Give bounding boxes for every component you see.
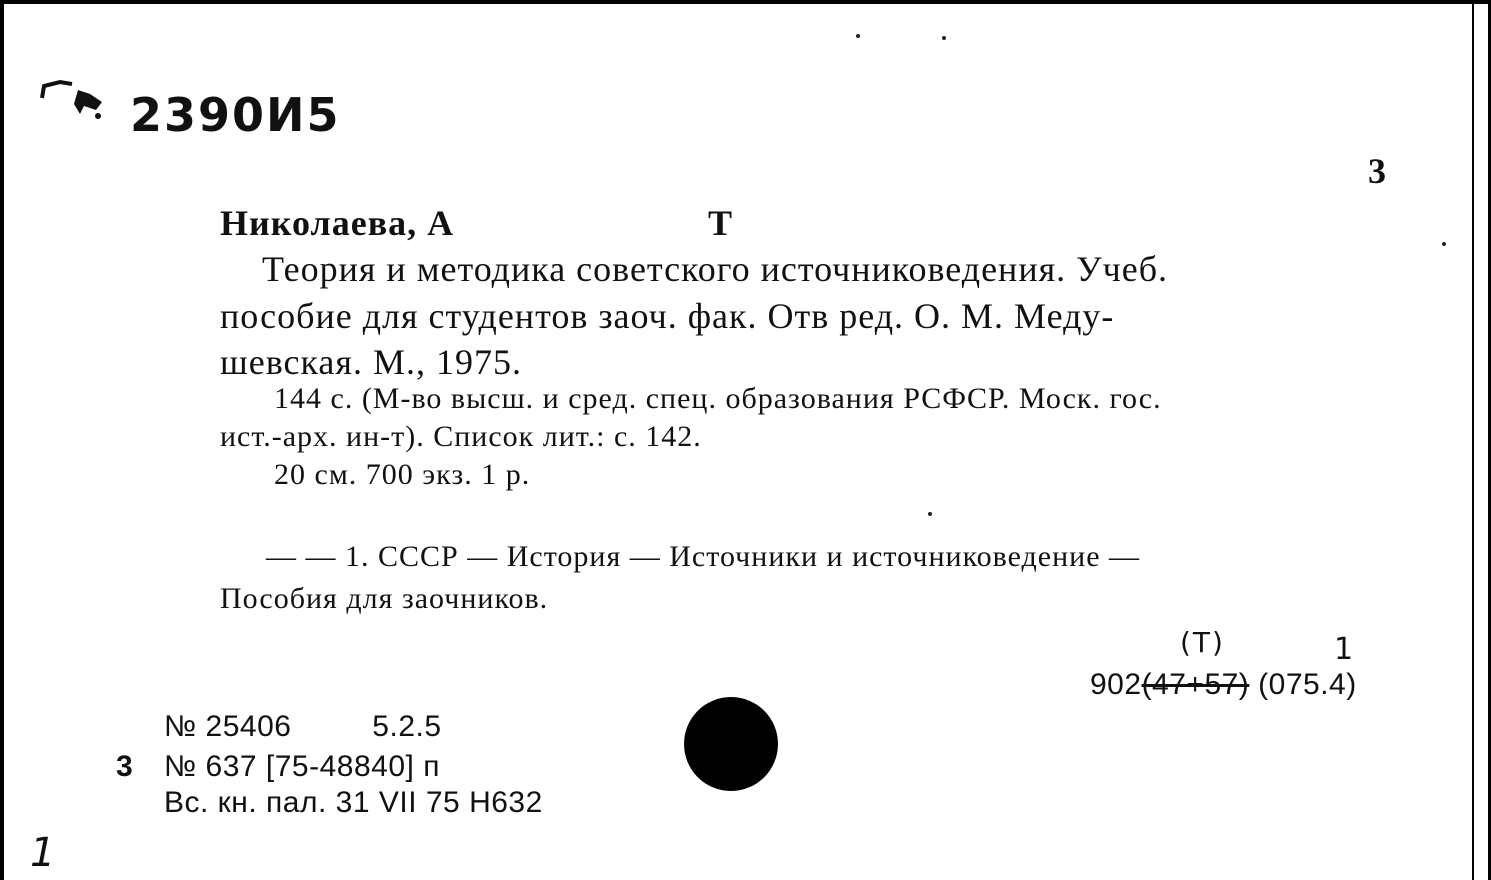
collation-line-2: ист.-арх. ин-т). Список лит.: с. 142. xyxy=(220,420,702,453)
footer-number: № 25406 xyxy=(164,710,292,743)
copy-count: 3 xyxy=(1368,151,1387,191)
classification-prefix: 902 xyxy=(1090,668,1142,701)
speck xyxy=(1442,242,1446,246)
title-line-3: шевская. М., 1975. xyxy=(220,342,522,382)
footer-code: 5.2.5 xyxy=(372,710,442,743)
collation-line-3: 20 см. 700 экз. 1 р. xyxy=(274,458,531,491)
footer-line-2-marker: 3 xyxy=(116,750,134,783)
corner-handwritten-number: 1 xyxy=(30,830,58,876)
classification-struck: (47+57) xyxy=(1141,668,1250,701)
speck xyxy=(856,34,860,38)
classification-index xyxy=(1090,668,1357,702)
subject-line-1: — — 1. СССР — История — Источники и источниковедение — xyxy=(266,540,1141,573)
title-line-1: Теория и методика советского источниковедения. Учеб. xyxy=(262,249,1169,289)
footer-line-3: Вс. кн. пал. 31 VII 75 Н632 xyxy=(164,786,543,819)
speck xyxy=(942,36,946,40)
footer-line-1 xyxy=(164,710,442,744)
author-surname: Николаева, А xyxy=(220,203,455,243)
stamp-mark-icon xyxy=(38,76,108,122)
collation-line-1: 144 с. (М-во высш. и сред. спец. образования РСФСР. Моск. гос. xyxy=(274,382,1162,415)
classification-suffix: (075.4) xyxy=(1258,668,1357,701)
handwritten-class-mark: (Т) xyxy=(1180,626,1225,659)
handwritten-code: 2390И5 xyxy=(130,88,341,142)
punch-hole xyxy=(684,697,778,791)
footer-line-2: № 637 [75-48840] п xyxy=(164,750,440,783)
handwritten-digit: 1 xyxy=(1334,632,1356,667)
author-initial: Т xyxy=(708,203,734,243)
subject-line-2: Пособия для заочников. xyxy=(220,582,549,615)
card-right-edge xyxy=(1472,4,1488,880)
title-line-2: пособие для студентов заоч. фак. Отв ред. О. М. Меду- xyxy=(220,296,1115,336)
speck xyxy=(928,512,932,516)
